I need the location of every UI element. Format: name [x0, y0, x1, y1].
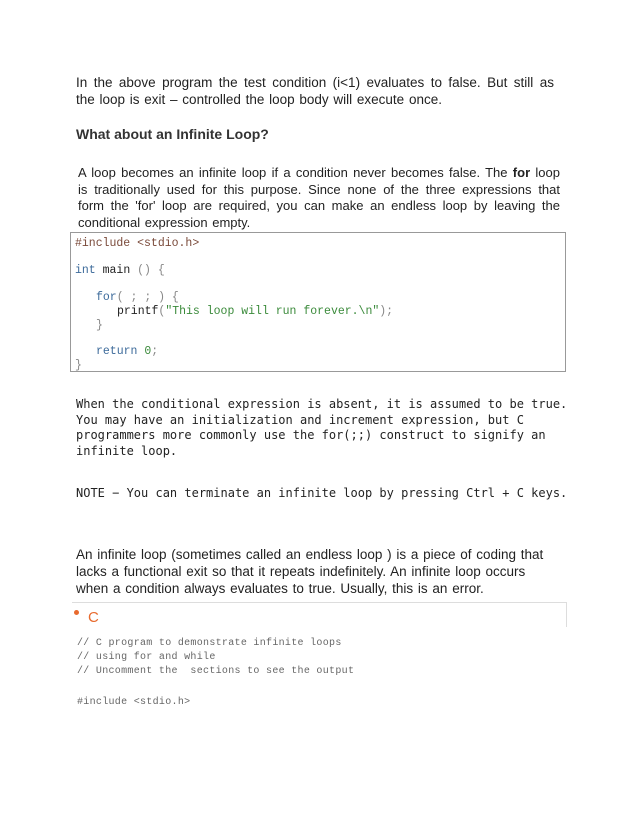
- endless-loop-paragraph: An infinite loop (sometimes called an endless loop ) is a piece of coding that lacks a functional exit so that it repeats indefinitely. An infinite loop occurs when a condition always evaluates to true. Usually, this is an error.: [76, 547, 544, 596]
- for-keyword: for: [96, 291, 117, 304]
- conditional-note: When the conditional expression is absent, it is assumed to be true. You may have an initialization and increment expression, but C programmers more commonly use the for(;;) construct to signify an infinite loop.: [76, 397, 568, 458]
- return-keyword: return: [96, 345, 138, 358]
- language-tab-c[interactable]: C: [88, 609, 99, 626]
- code-include-line: #include <stdio.h>: [77, 697, 191, 708]
- code-line-for: [96, 291, 179, 304]
- include-directive: #include: [75, 237, 131, 250]
- printf-string: "This loop will run forever.\n": [165, 305, 380, 318]
- code-tab-bar: [72, 602, 567, 627]
- return-semicolon: ;: [151, 345, 159, 358]
- intro-paragraph: In the above program the test condition (i<1) evaluates to false. But still as the loop is exit – controlled the loop body will execute once.: [76, 75, 554, 107]
- code-line-printf: [117, 305, 393, 318]
- section-heading: What about an Infinite Loop?: [76, 126, 269, 142]
- printf-close: );: [379, 305, 394, 318]
- code-line-inner-close: }: [96, 319, 103, 332]
- code-comment-line-3: // Uncomment the sections to see the output: [77, 666, 355, 677]
- bullet-dot-icon: [74, 610, 79, 615]
- terminate-note: NOTE − You can terminate an infinite loop by pressing Ctrl + C keys.: [76, 486, 568, 500]
- main-paren: () {: [137, 264, 165, 277]
- code-line-main: [75, 264, 165, 277]
- infinite-loop-paragraph: [78, 165, 560, 231]
- printf-call: printf: [117, 305, 159, 318]
- code-comment-line-2: // using for and while: [77, 652, 216, 663]
- code-line-include: [75, 237, 199, 250]
- int-keyword: int: [75, 264, 96, 277]
- return-value: 0: [144, 345, 152, 358]
- code-line-return: [96, 345, 158, 358]
- main-name: main: [95, 264, 138, 277]
- code-comment-line-1: // C program to demonstrate infinite loops: [77, 638, 342, 649]
- printf-open: (: [158, 305, 166, 318]
- code-block: [70, 232, 566, 372]
- for-keyword-bold: for: [512, 165, 531, 180]
- paragraph-text-before: A loop becomes an infinite loop if a condition never becomes false. The: [78, 165, 513, 180]
- for-header: ( ; ; ) {: [116, 291, 179, 304]
- paragraph-text-after: loop is traditionally used for this purpose. Since none of the three expressions that form the 'for' loop are required, you can make an endless loop by leaving the conditional expression empty.: [78, 165, 560, 230]
- code-line-outer-close: }: [75, 359, 82, 372]
- include-file: <stdio.h>: [137, 237, 200, 250]
